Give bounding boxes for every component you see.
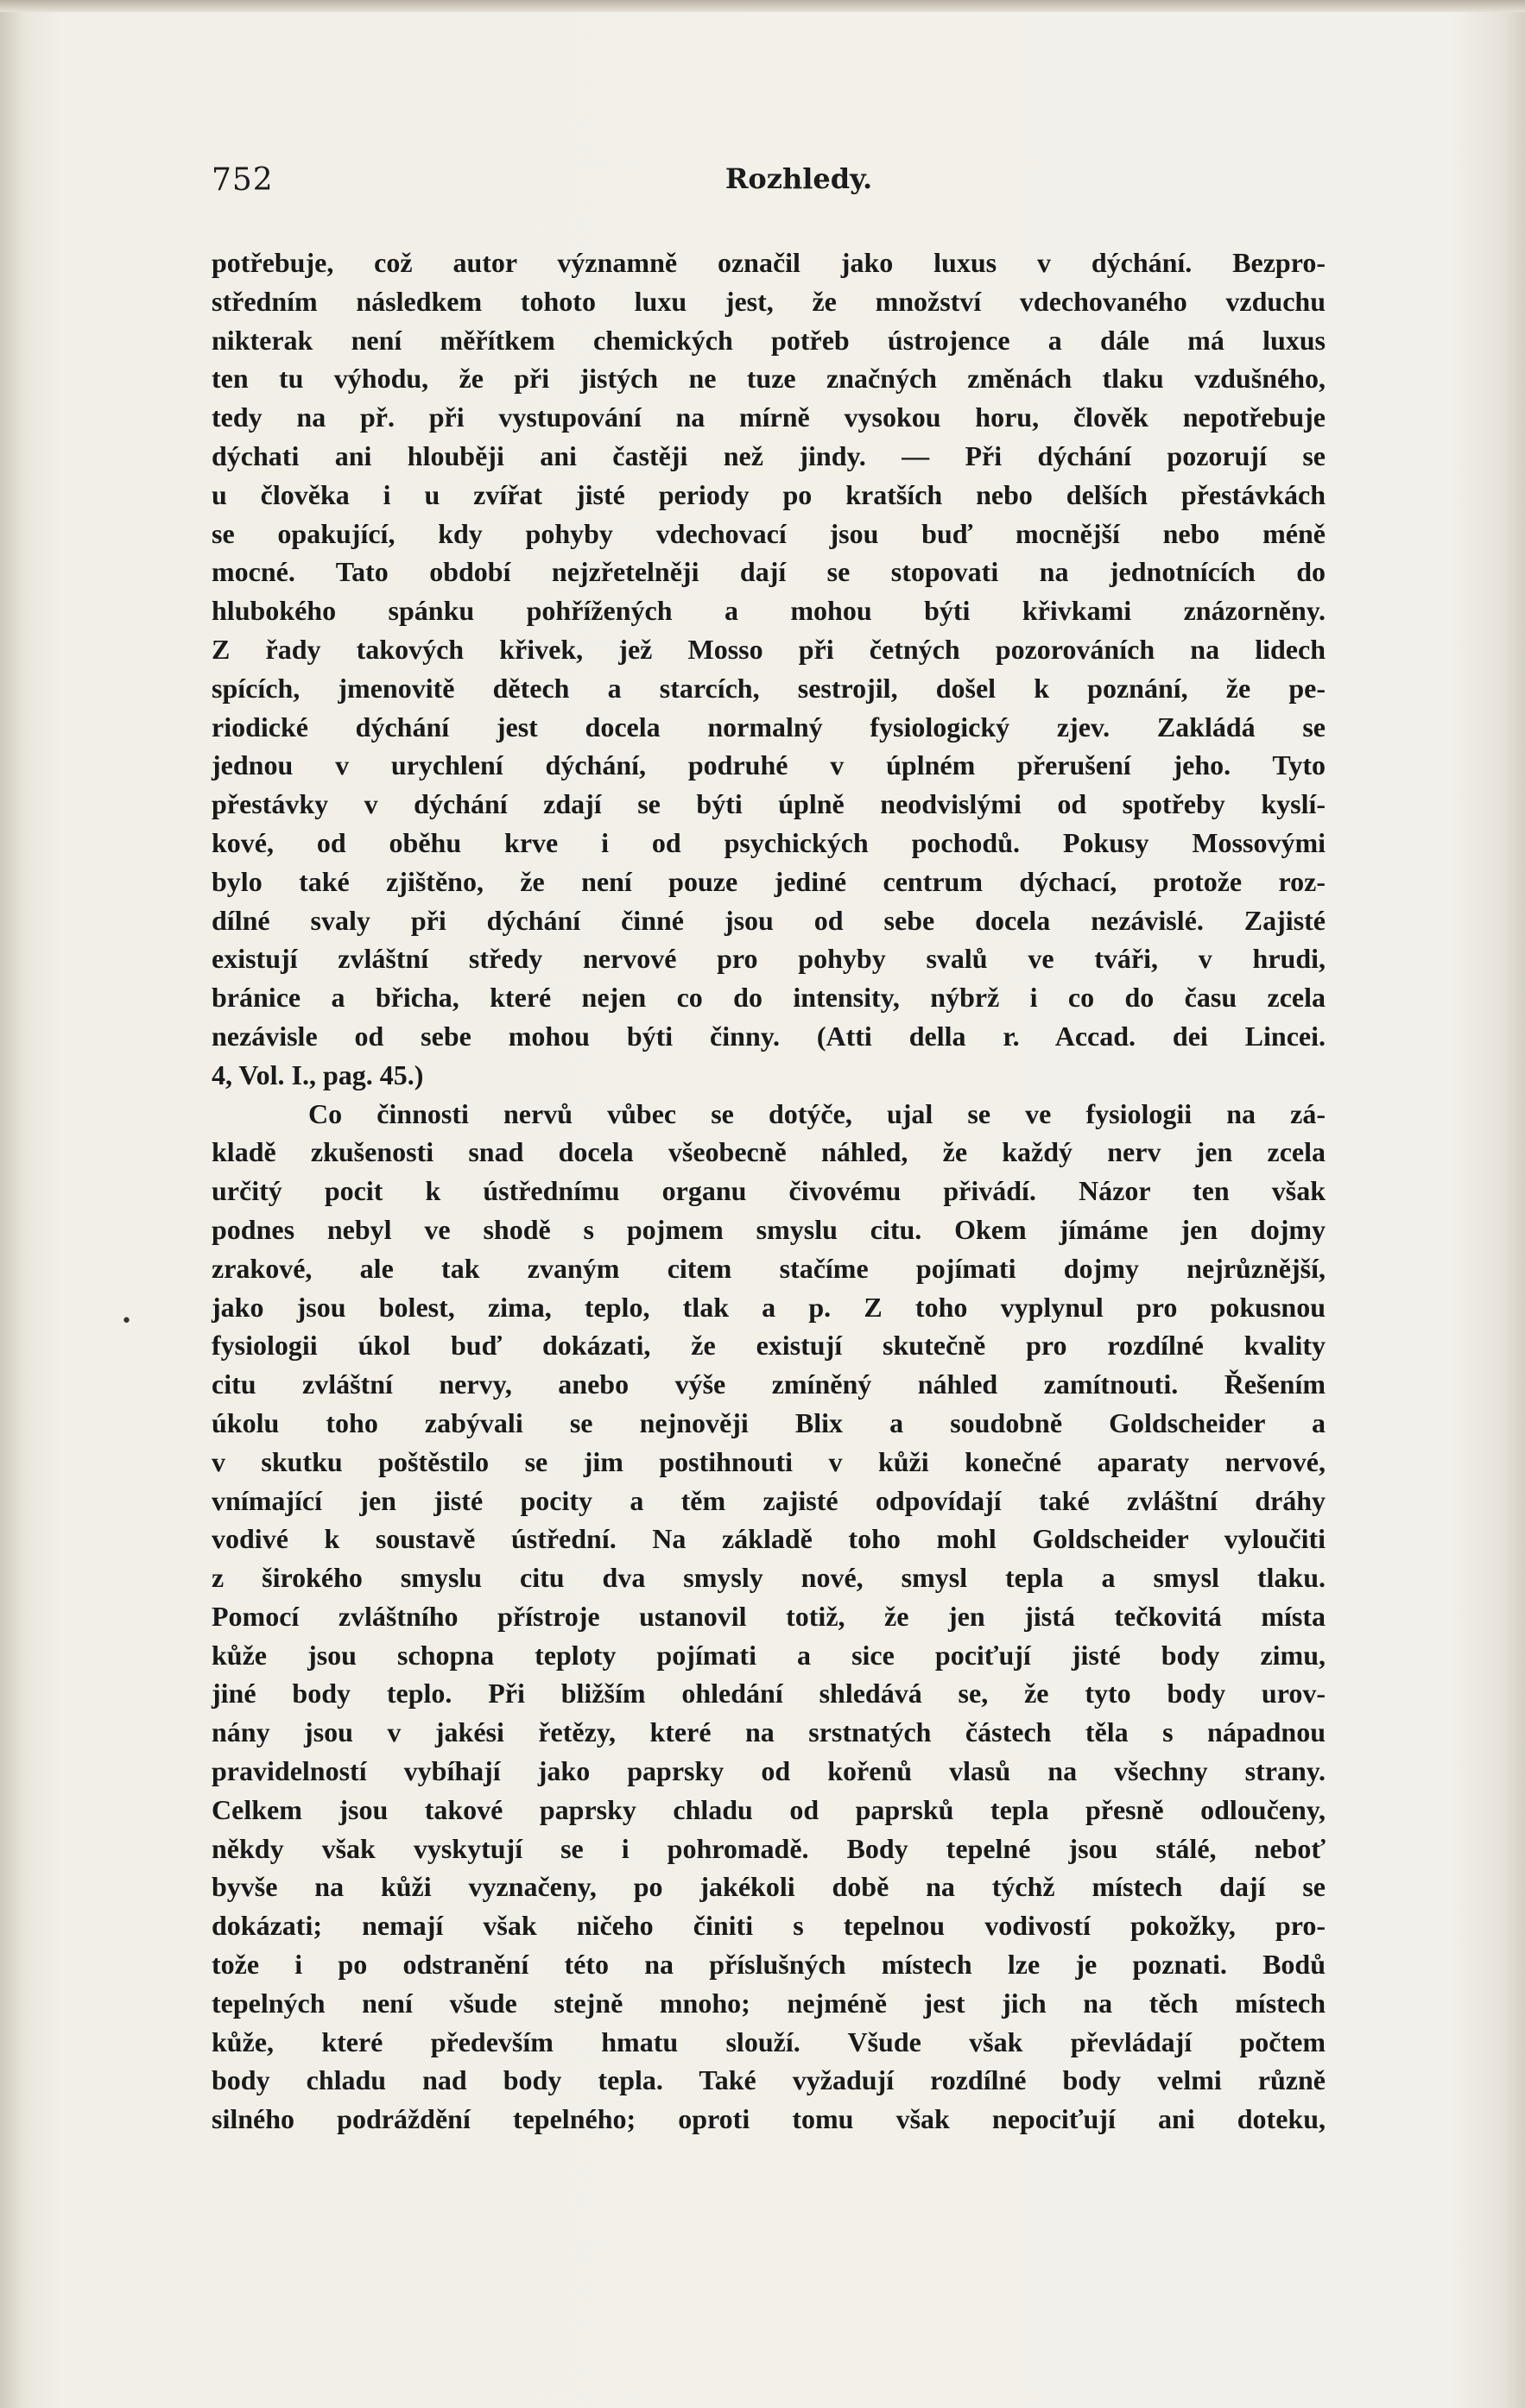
running-head: Rozhledy. xyxy=(725,162,873,195)
text-line: vodivé k soustavě ústřední. Na základě toho mohl Goldscheider vyloučiti xyxy=(212,1523,1326,1555)
text-line: kůže jsou schopna teploty pojímati a sice pociťují jisté body zimu, xyxy=(212,1639,1326,1671)
text-line: bránice a břicha, které nejen co do intensity, nýbrž i co do času zcela xyxy=(212,982,1326,1014)
text-line: nány jsou v jakési řetězy, které na srstnatých částech těla s nápadnou xyxy=(212,1716,1326,1748)
text-line: nezávisle od sebe mohou býti činny. (Atti della r. Accad. dei Lincei. xyxy=(212,1020,1326,1052)
text-line: tepelných není všude stejně mnoho; nejméně jest jich na těch místech xyxy=(212,1987,1326,2019)
text-line: body chladu nad body tepla. Také vyžadují rozdílné body velmi různě xyxy=(212,2064,1326,2096)
text-line: přestávky v dýchání zdají se býti úplně neodvislými od spotřeby kyslí- xyxy=(212,788,1326,820)
text-line: existují zvláštní středy nervové pro pohyby svalů ve tváři, v hrudi, xyxy=(212,943,1326,975)
text-line: hlubokého spánku pohřížených a mohou býti křivkami znázorněny. xyxy=(212,595,1326,627)
text-line: úkolu toho zabývali se nejnověji Blix a soudobně Goldscheider a xyxy=(212,1406,1326,1438)
text-line: dýchati ani hlouběji ani častěji než jindy. — Při dýchání pozorují se xyxy=(212,439,1326,471)
text-line: v skutku poštěstilo se jim postihnouti v kůži konečné aparaty nervové, xyxy=(212,1445,1326,1477)
text-line: riodické dýchání jest docela normalný fysiologický zjev. Zakládá se xyxy=(212,711,1326,743)
margin-speck: • xyxy=(121,1311,132,1332)
text-line: silného podráždění tepelného; oproti tomu však nepociťují ani doteku, xyxy=(212,2103,1326,2135)
text-line: u člověka i u zvířat jisté periody po kratších nebo delších přestávkách xyxy=(212,478,1326,510)
text-line: tože i po odstranění této na příslušných místech lze je poznati. Bodů xyxy=(212,1949,1326,1981)
text-line: spících, jmenovitě dětech a starcích, sestrojil, došel k poznání, že pe- xyxy=(212,672,1326,704)
text-line: dílné svaly při dýchání činné jsou od sebe docela nezávislé. Zajisté xyxy=(212,904,1326,936)
text-line: jako jsou bolest, zima, teplo, tlak a p. Z toho vyplynul pro pokusnou xyxy=(212,1291,1326,1323)
text-line: mocné. Tato období nejzřetelněji dají se stopovati na jednotnících do xyxy=(212,556,1326,588)
text-line: se opakující, kdy pohyby vdechovací jsou buď mocnější nebo méně xyxy=(212,517,1326,549)
page-number: 752 xyxy=(212,162,274,198)
page-header xyxy=(212,155,1326,207)
text-line: Pomocí zvláštního přístroje ustanovil totiž, že jen jistá tečkovitá místa xyxy=(212,1600,1326,1632)
text-line: Celkem jsou takové paprsky chladu od paprsků tepla přesně odloučeny, xyxy=(212,1793,1326,1825)
text-line: bylo také zjištěno, že není pouze jediné centrum dýchací, protože roz- xyxy=(212,865,1326,897)
text-line: z širokého smyslu citu dva smysly nové, smysl tepla a smysl tlaku. xyxy=(212,1562,1326,1594)
text-line: dokázati; nemají však ničeho činiti s tepelnou vodivostí pokožky, pro- xyxy=(212,1910,1326,1942)
text-line: potřebuje, což autor významně označil jako luxus v dýchání. Bezpro- xyxy=(212,247,1326,278)
text-line: jednou v urychlení dýchání, podruhé v úplném přerušení jeho. Tyto xyxy=(212,749,1326,781)
text-line: tedy na př. při vystupování na mírně vysokou horu, člověk nepotřebuje xyxy=(212,401,1326,433)
text-line: 4, Vol. I., pag. 45.) xyxy=(212,1059,424,1090)
text-line: určitý pocit k ústřednímu organu čivovému přivádí. Názor ten však xyxy=(212,1175,1326,1207)
text-line: vnímající jen jisté pocity a těm zajisté odpovídají také zvláštní dráhy xyxy=(212,1484,1326,1516)
text-line: jiné body teplo. Při bližším ohledání shledává se, že tyto body urov- xyxy=(212,1678,1326,1710)
text-line: kladě zkušenosti snad docela všeobecně náhled, že každý nerv jen zcela xyxy=(212,1136,1326,1168)
text-line: citu zvláštní nervy, anebo výše zmíněný náhled zamítnouti. Řešením xyxy=(212,1368,1326,1400)
text-line: byvše na kůži vyznačeny, po jakékoli době na týchž místech dají se xyxy=(212,1871,1326,1903)
text-line: někdy však vyskytují se i pohromadě. Body tepelné jsou stálé, neboť xyxy=(212,1832,1326,1864)
text-line: zrakové, ale tak zvaným citem stačíme pojímati dojmy nejrůznější, xyxy=(212,1252,1326,1284)
body-text xyxy=(212,243,1326,2139)
text-line: kůže, které především hmatu slouží. Všude však převládají počtem xyxy=(212,2026,1326,2057)
text-line: fysiologii úkol buď dokázati, že existují skutečně pro rozdílné kvality xyxy=(212,1330,1326,1362)
text-line: ten tu výhodu, že při jistých ne tuze značných změnách tlaku vzdušného, xyxy=(212,363,1326,395)
text-line: podnes nebyl ve shodě s pojmem smyslu citu. Okem jímáme jen dojmy xyxy=(212,1213,1326,1245)
text-line: kové, od oběhu krve i od psychických pochodů. Pokusy Mossovými xyxy=(212,826,1326,858)
page-top-edge xyxy=(0,0,1525,12)
text-line: středním následkem tohoto luxu jest, že množství vdechovaného vzduchu xyxy=(212,285,1326,317)
text-line: Co činnosti nervů vůbec se dotýče, ujal se ve fysiologii na zá- xyxy=(308,1097,1326,1129)
text-line: Z řady takových křivek, jež Mosso při četných pozorováních na lidech xyxy=(212,633,1326,665)
text-line: pravidelností vybíhají jako paprsky od kořenů vlasů na všechny strany. xyxy=(212,1755,1326,1787)
text-line: nikterak není měřítkem chemických potřeb ústrojence a dále má luxus xyxy=(212,324,1326,356)
